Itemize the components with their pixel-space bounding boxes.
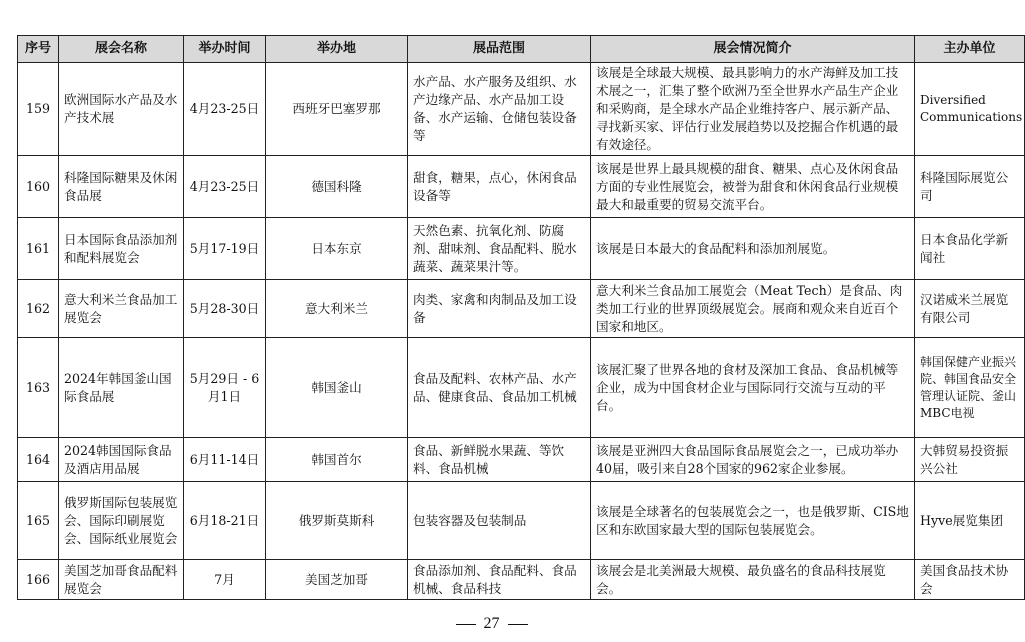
row-place: 西班牙巴塞罗那: [266, 63, 408, 156]
row-place: 日本东京: [266, 218, 408, 280]
header-no: 序号: [18, 36, 59, 63]
header-scope: 展品范围: [408, 36, 591, 63]
row-organizer: Hyve展览集团: [915, 482, 1025, 560]
row-name: 俄罗斯国际包装展览会、国际印刷展览会、国际纸业展览会: [59, 482, 184, 560]
row-place: 美国芝加哥: [266, 560, 408, 600]
table-header-row: [18, 36, 1025, 63]
row-name: 美国芝加哥食品配料展览会: [59, 560, 184, 600]
row-organizer: 美国食品技术协会: [915, 560, 1025, 600]
row-name: 2024年韩国釜山国际食品展: [59, 338, 184, 438]
row-no: 165: [18, 482, 59, 560]
table-row: [18, 218, 1025, 280]
row-organizer: 韩国保健产业振兴院、韩国食品安全管理认证院、釜山MBC电视: [915, 338, 1025, 438]
row-scope: 甜食，糖果，点心，休闲食品设备等: [408, 156, 591, 218]
row-organizer: 日本食品化学新闻社: [915, 218, 1025, 280]
footer-dash-left: [456, 624, 476, 625]
table-row: [18, 280, 1025, 338]
row-place: 韩国釜山: [266, 338, 408, 438]
exhibition-table-wrapper: [17, 35, 1025, 600]
row-intro: 该展会是北美洲最大规模、最负盛名的食品科技展览会。: [591, 560, 915, 600]
row-scope: 食品及配料、农林产品、水产品、健康食品、食品加工机械: [408, 338, 591, 438]
exhibition-table: [17, 35, 1025, 600]
row-name: 2024韩国国际食品及酒店用品展: [59, 438, 184, 482]
row-intro: 该展是全球最大规模、最具影响力的水产海鲜及加工技术展之一，汇集了整个欧洲乃至全世界水产品生产企业和采购商，是全球水产品企业维持客户、展示新产品、寻找新买家、评估行业发展趋势以及挖掘合作机遇的最有效途径。: [591, 63, 915, 156]
row-scope: 食品、新鲜脱水果蔬、等饮料、食品机械: [408, 438, 591, 482]
table-row: [18, 156, 1025, 218]
row-intro: 该展是日本最大的食品配料和添加剂展览。: [591, 218, 915, 280]
row-intro: 该展汇聚了世界各地的食材及深加工食品、食品机械等企业，成为中国食材企业与国际同行交流与互动的平台。: [591, 338, 915, 438]
header-time: 举办时间: [184, 36, 266, 63]
row-intro: 该展是亚洲四大食品国际食品展览会之一，已成功举办40届，吸引来自28个国家的962家企业参展。: [591, 438, 915, 482]
row-scope: 肉类、家禽和肉制品及加工设备: [408, 280, 591, 338]
footer-dash-right: [508, 624, 528, 625]
row-name: 意大利米兰食品加工展览会: [59, 280, 184, 338]
row-place: 俄罗斯莫斯科: [266, 482, 408, 560]
row-no: 166: [18, 560, 59, 600]
row-organizer: 大韩贸易投资振兴公社: [915, 438, 1025, 482]
page-footer: [0, 615, 983, 633]
row-scope: 天然色素、抗氧化剂、防腐剂、甜味剂、食品配料、脱水蔬菜、蔬菜果汁等。: [408, 218, 591, 280]
table-row: [18, 482, 1025, 560]
row-organizer: 科隆国际展览公司: [915, 156, 1025, 218]
row-organizer: Diversified Communications: [915, 63, 1025, 156]
row-time: 7月: [184, 560, 266, 600]
table-row: [18, 338, 1025, 438]
row-no: 162: [18, 280, 59, 338]
header-place: 举办地: [266, 36, 408, 63]
row-time: 5月28-30日: [184, 280, 266, 338]
row-name: 科隆国际糖果及休闲食品展: [59, 156, 184, 218]
row-intro: 该展是世界上最具规模的甜食、糖果、点心及休闲食品方面的专业性展览会，被誉为甜食和休闲食品行业规模最大和最重要的贸易交流平台。: [591, 156, 915, 218]
header-intro: 展会情况简介: [591, 36, 915, 63]
row-time: 4月23-25日: [184, 63, 266, 156]
row-name: 欧洲国际水产品及水产技术展: [59, 63, 184, 156]
row-scope: 包装容器及包装制品: [408, 482, 591, 560]
row-no: 164: [18, 438, 59, 482]
row-place: 韩国首尔: [266, 438, 408, 482]
row-time: 6月18-21日: [184, 482, 266, 560]
row-place: 德国科隆: [266, 156, 408, 218]
row-time: 4月23-25日: [184, 156, 266, 218]
row-intro: 该展是全球著名的包装展览会之一，也是俄罗斯、CIS地区和东欧国家最大型的国际包装展览会。: [591, 482, 915, 560]
row-intro: 意大利米兰食品加工展览会（Meat Tech）是食品、肉类加工行业的世界顶级展览会。展商和观众来自近百个国家和地区。: [591, 280, 915, 338]
header-name: 展会名称: [59, 36, 184, 63]
row-time: 5月29日 - 6月1日: [184, 338, 266, 438]
row-no: 163: [18, 338, 59, 438]
row-no: 159: [18, 63, 59, 156]
header-organizer: 主办单位: [915, 36, 1025, 63]
row-scope: 水产品、水产服务及组织、水产边缘产品、水产品加工设备、水产运输、仓储包装设备等: [408, 63, 591, 156]
row-scope: 食品添加剂、食品配料、食品机械、食品科技: [408, 560, 591, 600]
row-no: 161: [18, 218, 59, 280]
row-organizer: 汉诺威米兰展览有限公司: [915, 280, 1025, 338]
page-number: 27: [483, 615, 500, 632]
row-time: 6月11-14日: [184, 438, 266, 482]
row-time: 5月17-19日: [184, 218, 266, 280]
row-no: 160: [18, 156, 59, 218]
table-row: [18, 438, 1025, 482]
table-row: [18, 63, 1025, 156]
table-row: [18, 560, 1025, 600]
row-place: 意大利米兰: [266, 280, 408, 338]
row-name: 日本国际食品添加剂和配料展览会: [59, 218, 184, 280]
